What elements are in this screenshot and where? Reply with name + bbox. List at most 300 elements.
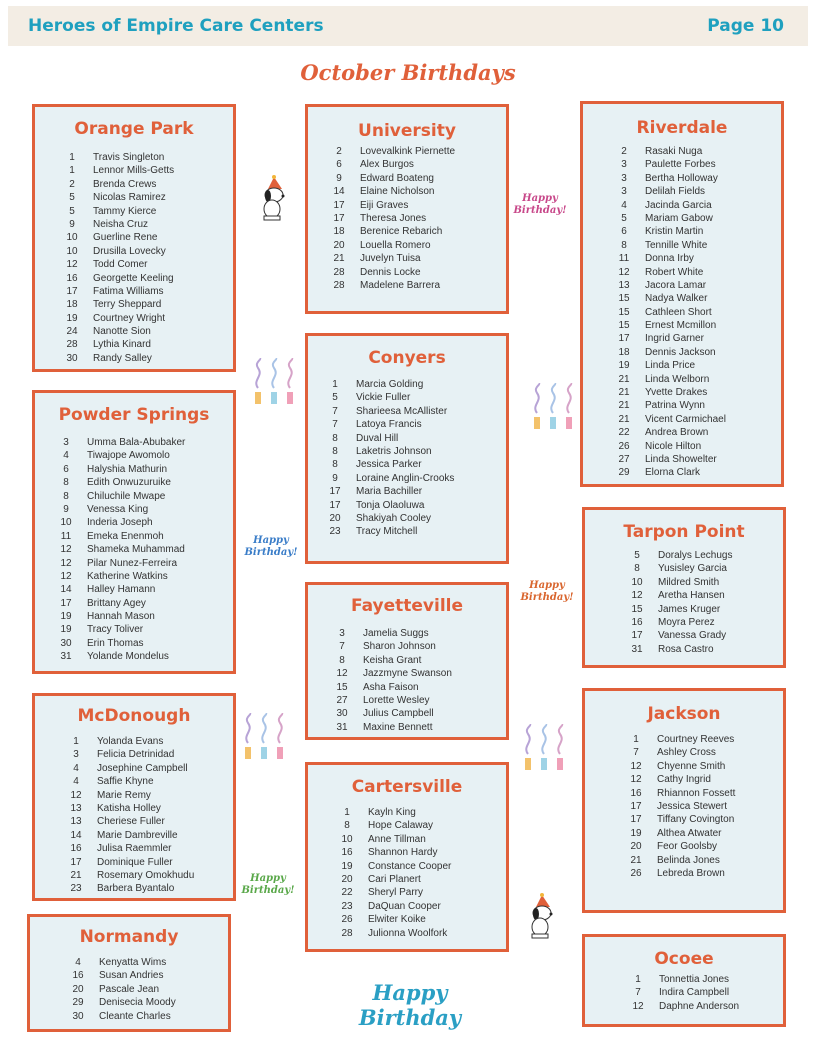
birthday-row bbox=[611, 346, 726, 359]
birthday-day: 16 bbox=[630, 787, 642, 799]
birthday-row bbox=[623, 733, 735, 746]
birthday-day: 5 bbox=[69, 192, 75, 204]
birthday-row bbox=[53, 476, 185, 489]
birthday-name: Tracy Mitchell bbox=[356, 526, 418, 538]
birthday-row bbox=[329, 640, 452, 653]
birthday-row bbox=[611, 185, 726, 198]
birthday-row bbox=[326, 252, 455, 265]
center-title: Tarpon Point bbox=[623, 522, 745, 542]
birthday-name: Ernest Mcmillon bbox=[645, 320, 717, 332]
birthday-row bbox=[59, 352, 174, 365]
birthday-name: Tonnettia Jones bbox=[659, 974, 730, 985]
birthday-day: 15 bbox=[618, 293, 630, 305]
birthday-day: 8 bbox=[332, 432, 338, 444]
birthday-row bbox=[63, 842, 194, 855]
birthday-row bbox=[63, 775, 194, 788]
birthday-day: 10 bbox=[66, 232, 78, 244]
birthday-list bbox=[329, 627, 452, 734]
center-title: McDonough bbox=[77, 706, 191, 726]
birthday-row bbox=[59, 312, 174, 325]
birthday-name: Jazzmyne Swanson bbox=[363, 668, 452, 680]
birthday-name: Shameka Muhammad bbox=[87, 544, 185, 556]
birthday-day: 6 bbox=[336, 159, 342, 171]
birthday-row bbox=[63, 815, 194, 828]
birthday-name: Shakiyah Cooley bbox=[356, 512, 432, 524]
birthday-row bbox=[326, 199, 455, 212]
birthday-row bbox=[625, 1000, 739, 1013]
birthday-day: 10 bbox=[66, 245, 78, 257]
page-header bbox=[8, 6, 808, 46]
birthday-name: Berenice Rebarich bbox=[360, 226, 443, 238]
birthday-day: 8 bbox=[63, 477, 69, 489]
birthday-day: 28 bbox=[333, 266, 345, 278]
birthday-name: Tennille White bbox=[645, 239, 708, 251]
birthday-day: 7 bbox=[332, 419, 338, 431]
birthday-day: 19 bbox=[66, 312, 78, 324]
happy-birthday-sticker: Happy Birthday! bbox=[244, 535, 298, 558]
birthday-row bbox=[334, 833, 451, 846]
birthday-day: 17 bbox=[630, 814, 642, 826]
birthday-row bbox=[322, 485, 454, 498]
birthday-row bbox=[329, 721, 452, 734]
birthday-row bbox=[53, 583, 185, 596]
center-box-jackson bbox=[582, 688, 786, 913]
birthday-name: Sharieesa McAllister bbox=[356, 405, 448, 417]
page-number: Page 10 bbox=[707, 16, 784, 36]
birthday-name: Andrea Brown bbox=[645, 427, 709, 439]
birthday-name: Guerline Rene bbox=[93, 232, 158, 244]
birthday-name: Denisecia Moody bbox=[99, 997, 176, 1009]
birthday-name: Vanessa Grady bbox=[658, 630, 727, 642]
birthday-name: Loraine Anglin-Crooks bbox=[356, 472, 455, 484]
birthday-name: Mildred Smith bbox=[658, 576, 720, 588]
birthday-name: Maxine Bennett bbox=[363, 721, 433, 733]
birthday-day: 31 bbox=[336, 721, 348, 733]
birthday-name: Venessa King bbox=[87, 503, 149, 515]
birthday-day: 12 bbox=[630, 760, 642, 772]
birthday-day: 31 bbox=[631, 643, 643, 655]
birthday-row bbox=[625, 973, 739, 986]
birthday-row bbox=[326, 158, 455, 171]
birthday-name: Felicia Detrinidad bbox=[97, 749, 175, 761]
birthday-day: 7 bbox=[339, 641, 345, 653]
birthday-name: Tiwajope Awomolo bbox=[87, 450, 170, 462]
birthday-name: Tiffany Covington bbox=[657, 814, 735, 826]
birthday-day: 6 bbox=[621, 226, 627, 238]
birthday-day: 18 bbox=[618, 346, 630, 358]
birthday-day: 16 bbox=[341, 847, 353, 859]
birthday-name: Yusisley Garcia bbox=[658, 563, 727, 575]
birthday-name: Cathleen Short bbox=[645, 306, 712, 318]
center-box-mcdonough bbox=[32, 693, 236, 901]
birthday-name: Umma Bala-Abubaker bbox=[87, 437, 186, 448]
birthday-name: Duval Hill bbox=[356, 432, 399, 444]
birthday-row bbox=[322, 472, 454, 485]
birthday-name: Tonja Olaoluwa bbox=[356, 499, 425, 511]
birthday-name: Doralys Lechugs bbox=[658, 550, 733, 561]
birthday-row bbox=[322, 418, 454, 431]
birthday-name: Cari Planert bbox=[368, 873, 421, 885]
birthday-name: Halyshia Mathurin bbox=[87, 463, 168, 475]
birthday-day: 21 bbox=[618, 413, 630, 425]
birthday-row bbox=[322, 405, 454, 418]
birthday-day: 17 bbox=[630, 800, 642, 812]
center-title: Cartersville bbox=[351, 777, 463, 797]
birthday-row bbox=[623, 760, 735, 773]
birthday-row bbox=[65, 996, 176, 1009]
birthday-row bbox=[63, 882, 194, 895]
birthday-day: 27 bbox=[336, 694, 348, 706]
birthday-row bbox=[65, 956, 176, 969]
birthday-name: Bertha Holloway bbox=[645, 172, 718, 184]
birthday-name: Saffie Khyne bbox=[97, 776, 154, 788]
center-box-powder-springs bbox=[32, 390, 236, 674]
birthday-day: 2 bbox=[336, 146, 342, 157]
birthday-day: 1 bbox=[633, 734, 639, 745]
birthday-name: Neisha Cruz bbox=[93, 218, 149, 230]
birthday-day: 10 bbox=[631, 576, 643, 588]
birthday-day: 12 bbox=[66, 259, 78, 271]
birthday-candles-icon bbox=[518, 724, 570, 776]
birthday-name: Cleante Charles bbox=[99, 1010, 171, 1022]
birthday-name: Travis Singleton bbox=[93, 152, 165, 163]
birthday-day: 17 bbox=[329, 486, 341, 498]
birthday-row bbox=[611, 373, 726, 386]
birthday-row bbox=[59, 245, 174, 258]
birthday-name: Tammy Kierce bbox=[93, 205, 157, 217]
birthday-day: 1 bbox=[73, 736, 79, 747]
birthday-day: 14 bbox=[70, 829, 82, 841]
birthday-day: 3 bbox=[621, 186, 627, 198]
birthday-day: 3 bbox=[73, 749, 79, 761]
birthday-row bbox=[334, 860, 451, 873]
birthday-name: Alex Burgos bbox=[360, 159, 414, 171]
birthday-row bbox=[329, 667, 452, 680]
birthday-name: Rhiannon Fossett bbox=[657, 787, 736, 799]
birthday-day: 30 bbox=[72, 1010, 84, 1022]
birthday-row bbox=[625, 986, 739, 999]
birthday-row bbox=[623, 773, 735, 786]
birthday-row bbox=[623, 867, 735, 880]
center-box-conyers bbox=[305, 333, 509, 564]
birthday-name: Nicole Hilton bbox=[645, 440, 702, 452]
birthday-name: Brittany Agey bbox=[87, 597, 146, 609]
birthday-row bbox=[322, 378, 454, 391]
birthday-name: Feor Goolsby bbox=[657, 841, 718, 853]
birthday-day: 4 bbox=[75, 957, 81, 968]
birthday-name: Kayln King bbox=[368, 807, 416, 818]
birthday-day: 23 bbox=[70, 883, 82, 895]
birthday-name: Susan Andries bbox=[99, 970, 164, 982]
birthday-name: Elwiter Koike bbox=[368, 914, 426, 926]
center-title: Fayetteville bbox=[350, 596, 464, 616]
birthday-day: 14 bbox=[60, 584, 72, 596]
birthday-row bbox=[329, 707, 452, 720]
birthday-name: Dominique Fuller bbox=[97, 856, 173, 868]
birthday-name: Vicent Carmichael bbox=[645, 413, 726, 425]
center-box-university bbox=[305, 104, 509, 314]
birthday-row bbox=[334, 900, 451, 913]
birthday-row bbox=[334, 886, 451, 899]
birthday-row bbox=[326, 185, 455, 198]
birthday-name: Linda Showelter bbox=[645, 453, 717, 465]
birthday-day: 17 bbox=[333, 199, 345, 211]
birthday-list bbox=[322, 378, 454, 539]
birthday-day: 1 bbox=[69, 152, 75, 163]
snoopy-party-icon bbox=[520, 893, 560, 941]
birthday-name: Eiji Graves bbox=[360, 199, 409, 211]
birthday-day: 17 bbox=[70, 856, 82, 868]
birthday-name: Lennor Mills-Getts bbox=[93, 165, 175, 177]
birthday-row bbox=[334, 913, 451, 926]
birthday-row bbox=[59, 178, 174, 191]
birthday-day: 8 bbox=[634, 563, 640, 575]
birthday-row bbox=[59, 325, 174, 338]
birthday-name: Pascale Jean bbox=[99, 983, 160, 995]
happy-birthday-footer: Happy Birthday bbox=[358, 980, 462, 1030]
birthday-row bbox=[611, 266, 726, 279]
birthday-row bbox=[53, 543, 185, 556]
birthday-row bbox=[322, 499, 454, 512]
birthday-row bbox=[611, 225, 726, 238]
birthday-row bbox=[326, 239, 455, 252]
birthday-day: 12 bbox=[632, 1000, 644, 1012]
birthday-name: Maria Bachiller bbox=[356, 486, 423, 498]
birthday-day: 10 bbox=[60, 517, 72, 529]
birthday-day: 17 bbox=[333, 212, 345, 224]
birthday-row bbox=[322, 525, 454, 538]
center-title: Riverdale bbox=[636, 118, 728, 138]
birthday-row bbox=[611, 359, 726, 372]
birthday-name: Randy Salley bbox=[93, 352, 152, 364]
birthday-day: 30 bbox=[336, 708, 348, 720]
birthday-day: 3 bbox=[621, 172, 627, 184]
snoopy-party-icon bbox=[252, 175, 292, 223]
birthday-row bbox=[611, 440, 726, 453]
birthday-day: 3 bbox=[339, 628, 345, 639]
birthday-row bbox=[611, 239, 726, 252]
birthday-name: Kenyatta Wims bbox=[99, 957, 167, 968]
birthday-row bbox=[334, 819, 451, 832]
birthday-name: Kristin Martin bbox=[645, 226, 704, 238]
birthday-name: Aretha Hansen bbox=[658, 590, 725, 602]
birthday-row bbox=[63, 869, 194, 882]
birthday-day: 20 bbox=[630, 841, 642, 853]
birthday-row bbox=[623, 787, 735, 800]
center-box-cartersville bbox=[305, 762, 509, 952]
birthday-list bbox=[611, 145, 726, 480]
birthday-row bbox=[53, 557, 185, 570]
birthday-row bbox=[624, 549, 732, 562]
birthday-day: 12 bbox=[336, 668, 348, 680]
birthday-row bbox=[624, 589, 732, 602]
birthday-name: Courtney Wright bbox=[93, 312, 166, 324]
birthday-day: 16 bbox=[70, 843, 82, 855]
birthday-name: Katherine Watkins bbox=[87, 570, 168, 582]
birthday-name: Louella Romero bbox=[360, 239, 431, 251]
birthday-row bbox=[63, 802, 194, 815]
birthday-day: 8 bbox=[63, 490, 69, 502]
birthday-day: 20 bbox=[329, 512, 341, 524]
birthday-row bbox=[326, 212, 455, 225]
birthday-day: 17 bbox=[60, 597, 72, 609]
birthday-row bbox=[611, 426, 726, 439]
birthday-row bbox=[63, 856, 194, 869]
birthday-name: Linda Welborn bbox=[645, 373, 710, 385]
birthday-row bbox=[63, 829, 194, 842]
birthday-row bbox=[59, 191, 174, 204]
birthday-name: Sharon Johnson bbox=[363, 641, 436, 653]
birthday-name: Jessica Stewert bbox=[657, 800, 728, 812]
birthday-name: Brenda Crews bbox=[93, 178, 157, 190]
birthday-day: 19 bbox=[60, 611, 72, 623]
birthday-row bbox=[59, 231, 174, 244]
birthday-day: 1 bbox=[344, 807, 350, 818]
birthday-row bbox=[624, 643, 732, 656]
birthday-name: Cheriese Fuller bbox=[97, 816, 165, 828]
birthday-row bbox=[322, 432, 454, 445]
birthday-day: 20 bbox=[341, 873, 353, 885]
birthday-name: Jacinda Garcia bbox=[645, 199, 712, 211]
birthday-row bbox=[624, 616, 732, 629]
birthday-name: Lythia Kinard bbox=[93, 339, 151, 351]
center-box-fayetteville bbox=[305, 582, 509, 740]
birthday-day: 17 bbox=[66, 285, 78, 297]
birthday-name: Indira Campbell bbox=[659, 987, 730, 999]
birthday-day: 4 bbox=[73, 776, 79, 788]
birthday-name: Elaine Nicholson bbox=[360, 186, 435, 198]
birthday-day: 18 bbox=[66, 299, 78, 311]
birthday-row bbox=[53, 597, 185, 610]
birthday-day: 18 bbox=[333, 226, 345, 238]
birthday-name: Patrina Wynn bbox=[645, 400, 705, 412]
birthday-row bbox=[623, 746, 735, 759]
birthday-row bbox=[326, 279, 455, 292]
birthday-row bbox=[59, 218, 174, 231]
birthday-row bbox=[63, 789, 194, 802]
birthday-list bbox=[65, 956, 176, 1023]
birthday-name: Yolande Mondelus bbox=[87, 651, 169, 663]
birthday-row bbox=[611, 292, 726, 305]
birthday-day: 15 bbox=[618, 306, 630, 318]
birthday-name: Marie Remy bbox=[97, 789, 151, 801]
birthday-day: 9 bbox=[332, 472, 338, 484]
birthday-name: Keisha Grant bbox=[363, 654, 422, 666]
birthday-list bbox=[59, 151, 174, 365]
birthday-row bbox=[611, 145, 726, 158]
birthday-row bbox=[623, 827, 735, 840]
center-title: Conyers bbox=[368, 348, 446, 368]
birthday-row bbox=[611, 199, 726, 212]
birthday-name: Georgette Keeling bbox=[93, 272, 174, 284]
birthday-day: 24 bbox=[66, 326, 78, 338]
birthday-row bbox=[623, 840, 735, 853]
birthday-row bbox=[334, 927, 451, 940]
birthday-name: Dennis Locke bbox=[360, 266, 421, 278]
birthday-name: Dennis Jackson bbox=[645, 346, 716, 358]
happy-birthday-sticker: Happy Birthday! bbox=[241, 873, 295, 896]
birthday-row bbox=[326, 172, 455, 185]
birthday-name: Elorna Clark bbox=[645, 467, 701, 479]
birthday-row bbox=[322, 512, 454, 525]
birthday-day: 13 bbox=[70, 816, 82, 828]
birthday-day: 19 bbox=[630, 827, 642, 839]
birthday-list bbox=[326, 145, 455, 292]
birthday-row bbox=[329, 681, 452, 694]
birthday-day: 16 bbox=[631, 616, 643, 628]
birthday-name: Latoya Francis bbox=[356, 419, 422, 431]
birthday-name: Marcia Golding bbox=[356, 379, 424, 390]
birthday-row bbox=[53, 503, 185, 516]
birthday-name: Constance Cooper bbox=[368, 860, 452, 872]
birthday-name: DaQuan Cooper bbox=[368, 900, 441, 912]
birthday-day: 10 bbox=[341, 833, 353, 845]
birthday-day: 21 bbox=[618, 387, 630, 399]
birthday-day: 19 bbox=[341, 860, 353, 872]
birthday-name: Yolanda Evans bbox=[97, 736, 164, 747]
birthday-row bbox=[329, 627, 452, 640]
birthday-day: 19 bbox=[60, 624, 72, 636]
birthday-day: 26 bbox=[618, 440, 630, 452]
happy-birthday-sticker: Happy Birthday! bbox=[520, 580, 574, 603]
birthday-day: 5 bbox=[634, 550, 640, 561]
birthday-name: Moyra Perez bbox=[658, 616, 715, 628]
birthday-name: Tracy Toliver bbox=[87, 624, 144, 636]
birthday-name: Josephine Campbell bbox=[97, 762, 188, 774]
birthday-name: Donna Irby bbox=[645, 253, 694, 265]
birthday-row bbox=[59, 285, 174, 298]
birthday-row bbox=[53, 610, 185, 623]
birthday-name: Katisha Holley bbox=[97, 802, 161, 814]
birthday-row bbox=[53, 637, 185, 650]
birthday-row bbox=[63, 735, 194, 748]
birthday-row bbox=[334, 846, 451, 859]
birthday-list bbox=[63, 735, 194, 896]
birthday-day: 21 bbox=[70, 869, 82, 881]
birthday-name: Lorette Wesley bbox=[363, 694, 430, 706]
birthday-name: Jamelia Suggs bbox=[363, 628, 429, 639]
birthday-name: Edward Boateng bbox=[360, 172, 434, 184]
birthday-day: 14 bbox=[333, 186, 345, 198]
birthday-day: 12 bbox=[631, 590, 643, 602]
birthday-name: Laketris Johnson bbox=[356, 445, 432, 457]
birthday-day: 5 bbox=[621, 212, 627, 224]
birthday-name: Todd Comer bbox=[93, 259, 148, 271]
birthday-day: 8 bbox=[339, 654, 345, 666]
birthday-day: 2 bbox=[69, 178, 75, 190]
birthday-row bbox=[611, 466, 726, 479]
birthday-day: 26 bbox=[341, 914, 353, 926]
birthday-day: 12 bbox=[60, 570, 72, 582]
birthday-list bbox=[334, 806, 451, 940]
birthday-name: Ingrid Garner bbox=[645, 333, 704, 345]
center-box-riverdale bbox=[580, 101, 784, 487]
birthday-day: 8 bbox=[332, 459, 338, 471]
birthday-name: Althea Atwater bbox=[657, 827, 722, 839]
birthday-row bbox=[624, 629, 732, 642]
birthday-list bbox=[623, 733, 735, 880]
birthday-row bbox=[611, 453, 726, 466]
birthday-name: Nadya Walker bbox=[645, 293, 708, 305]
birthday-day: 11 bbox=[618, 253, 630, 265]
birthday-day: 8 bbox=[621, 239, 627, 251]
birthday-day: 31 bbox=[60, 651, 72, 663]
birthday-row bbox=[623, 813, 735, 826]
birthday-name: Juvelyn Tuisa bbox=[360, 253, 421, 265]
birthday-day: 8 bbox=[332, 445, 338, 457]
birthday-name: Theresa Jones bbox=[360, 212, 427, 224]
center-title: Jackson bbox=[647, 704, 721, 724]
